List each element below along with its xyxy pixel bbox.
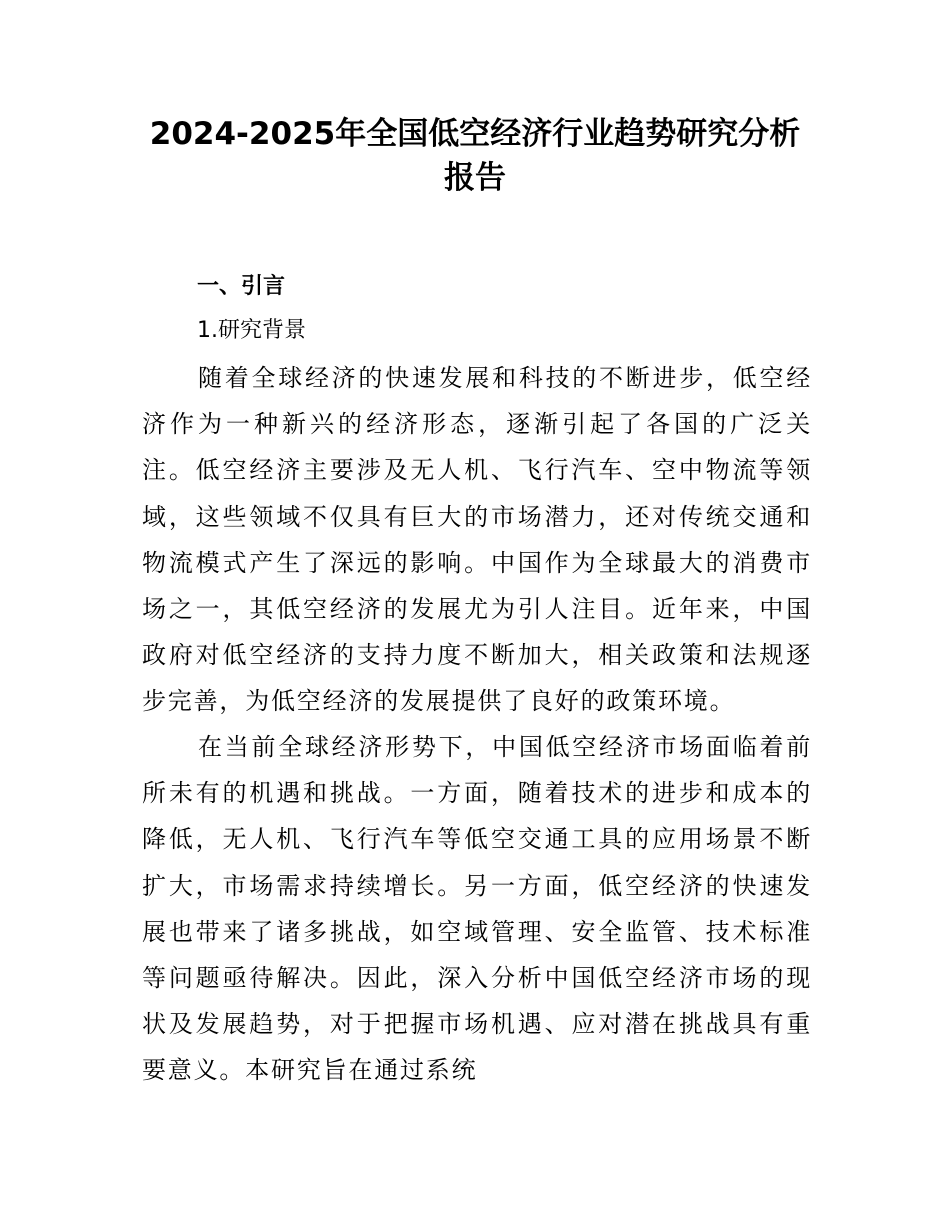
body-paragraph: 在当前全球经济形势下，中国低空经济市场面临着前所未有的机遇和挑战。一方面，随着技术的进步和成本的降低，无人机、飞行汽车等低空交通工具的应用场景不断扩大，市场需求持续增长。另一方面，低空经济的快速发展也带来了诸多挑战，如空域管理、安全监管、技术标准等问题亟待解决。因此，深入分析中国低空经济市场的现状及发展趋势，对于把握市场机遇、应对潜在挑战具有重要意义。本研究旨在通过系统 [142, 733, 812, 1085]
body-paragraph: 随着全球经济的快速发展和科技的不断进步，低空经济作为一种新兴的经济形态，逐渐引起了各国的广泛关注。低空经济主要涉及无人机、飞行汽车、空中物流等领域，这些领域不仅具有巨大的市场潜力，还对传统交通和物流模式产生了深远的影响。中国作为全球最大的消费市场之一，其低空经济的发展尤为引人注目。近年来，中国政府对低空经济的支持力度不断加大，相关政策和法规逐步完善，为低空经济的发展提供了良好的政策环境。 [142, 364, 812, 716]
section-heading: 一、引言 [197, 274, 286, 299]
subsection-heading: 1.研究背景 [197, 318, 306, 343]
document-title: 2024-2025年全国低空经济行业趋势研究分析报告 [149, 116, 801, 196]
